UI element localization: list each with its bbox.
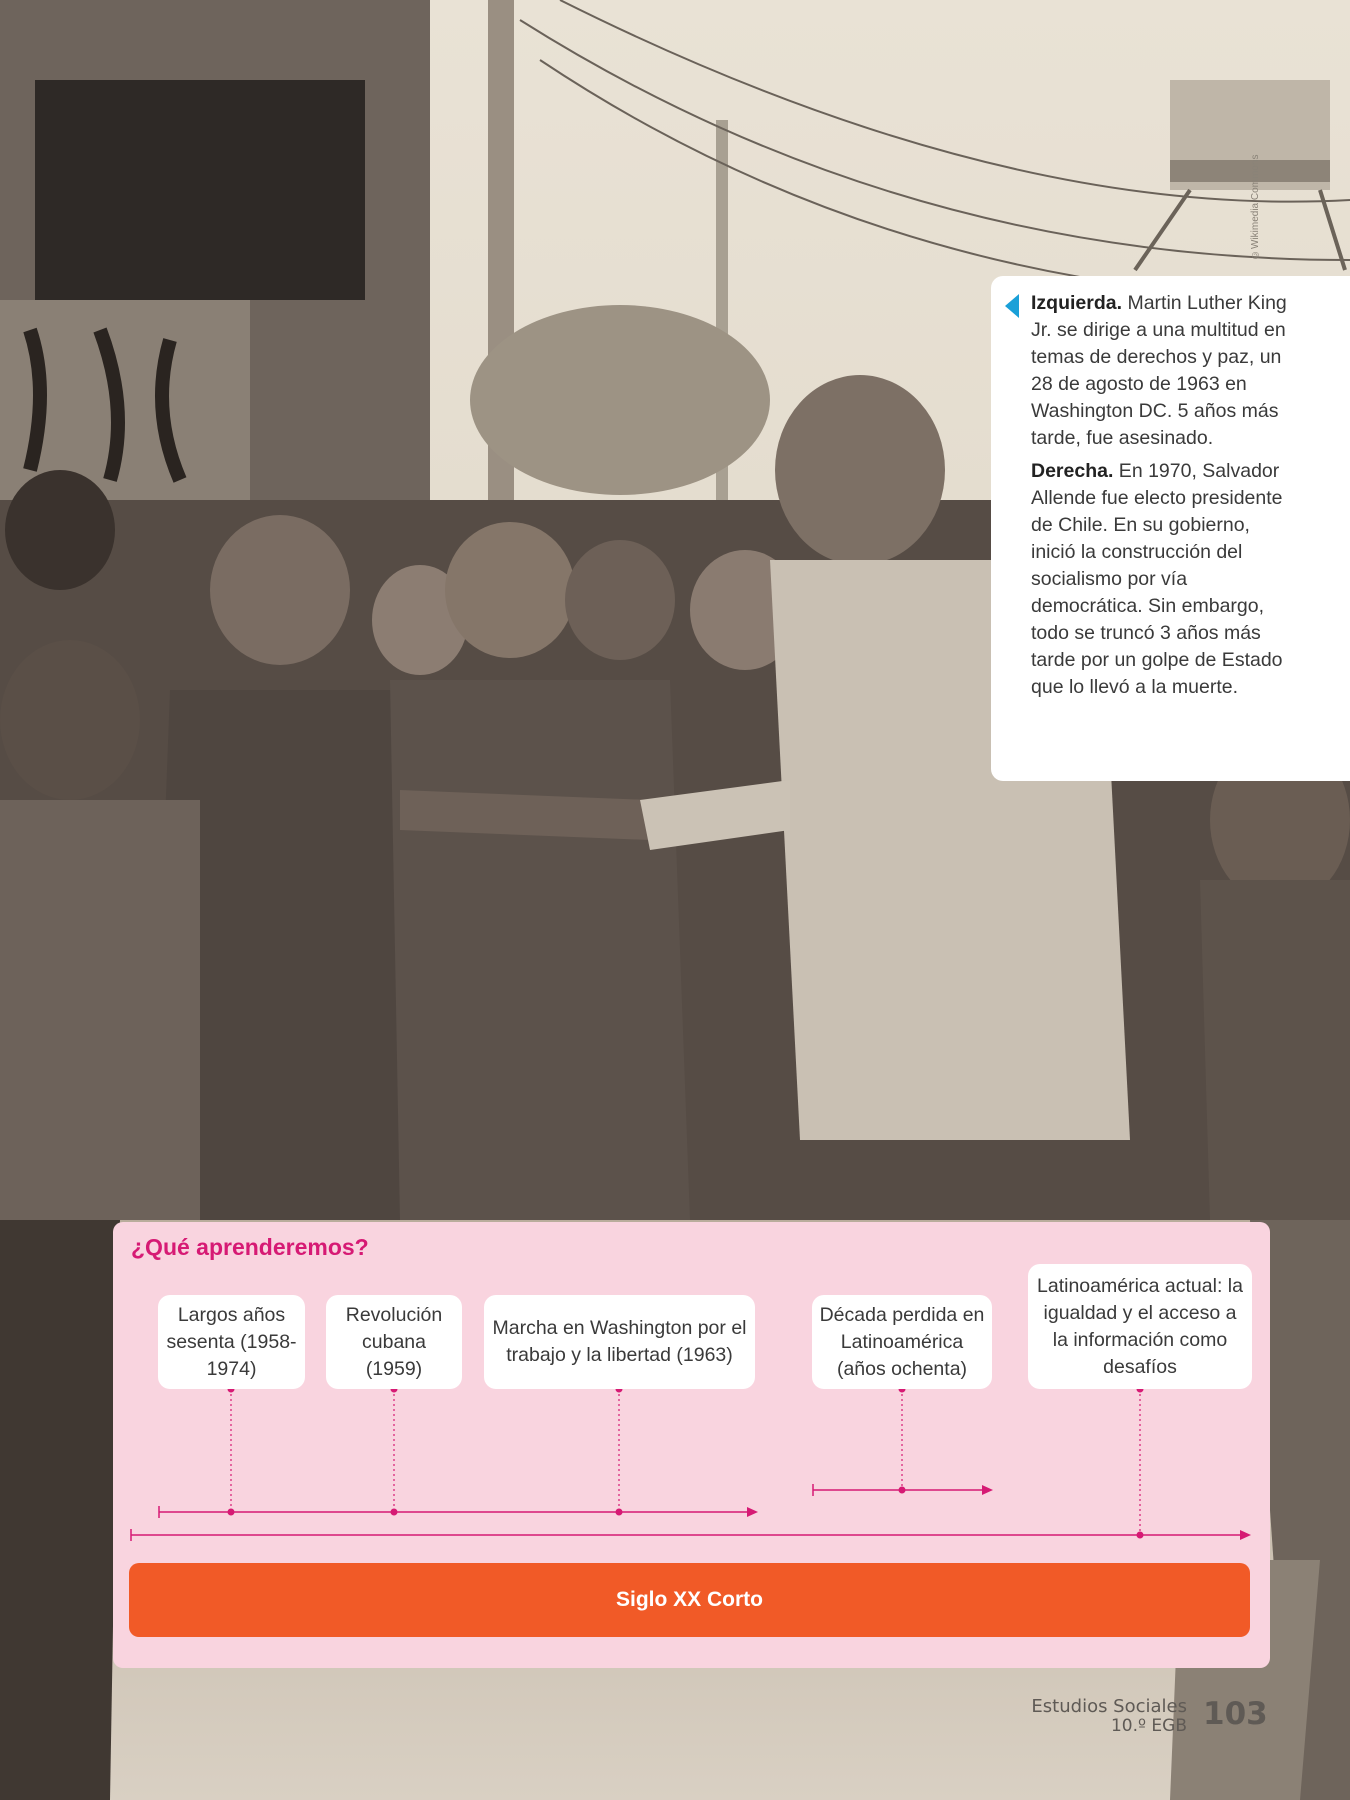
caption-right <box>1031 458 1290 701</box>
eighties-axis-arrow-icon <box>982 1485 993 1495</box>
footer-grade: 10.º EGB <box>1110 1716 1187 1736</box>
panel-title: ¿Qué aprenderemos? <box>131 1234 369 1260</box>
caption-left-text: Martin Luther King Jr. se dirige a una multitud en temas de derechos y paz, un 28 de agosto de 1963 en Washington DC. 5 años más tarde, fue asesinado. <box>1031 292 1287 449</box>
caption-left <box>1031 290 1290 452</box>
event-card-sixties: Largos años sesenta (1958-1974) <box>158 1295 305 1389</box>
event-card-cuban-revolution: Revolución cubana (1959) <box>326 1295 462 1389</box>
photo-credit: ©Wikimedia Commons <box>1250 154 1261 260</box>
learning-panel <box>113 1222 1270 1668</box>
photo-caption-box <box>991 276 1350 781</box>
caption-right-text: En 1970, Salvador Allende fue electo presidente de Chile. En su gobierno, inició la construcción del socialismo por vía democrática. Sin embargo, todo se truncó 3 años más tarde por un golpe de Estado que lo llevó a la muerte. <box>1031 460 1283 698</box>
caption-right-label: Derecha. <box>1031 460 1114 482</box>
caption-left-label: Izquierda. <box>1031 292 1123 314</box>
page-footer <box>1031 1697 1187 1735</box>
event-card-latin-america-today: Latinoamérica actual: la igualdad y el acceso a la información como desafíos <box>1028 1264 1252 1389</box>
event-card-lost-decade: Década perdida en Latinoamérica (años ochenta) <box>812 1295 992 1389</box>
caption-pointer-icon <box>1005 294 1019 318</box>
footer-subject: Estudios Sociales <box>1031 1696 1187 1717</box>
sixties-axis-arrow-icon <box>747 1507 758 1517</box>
era-bar: Siglo XX Corto <box>129 1563 1250 1637</box>
event-card-washington-march: Marcha en Washington por el trabajo y la libertad (1963) <box>484 1295 755 1389</box>
main-axis-arrow-icon <box>1240 1530 1251 1540</box>
page-number: 103 <box>1203 1696 1268 1732</box>
